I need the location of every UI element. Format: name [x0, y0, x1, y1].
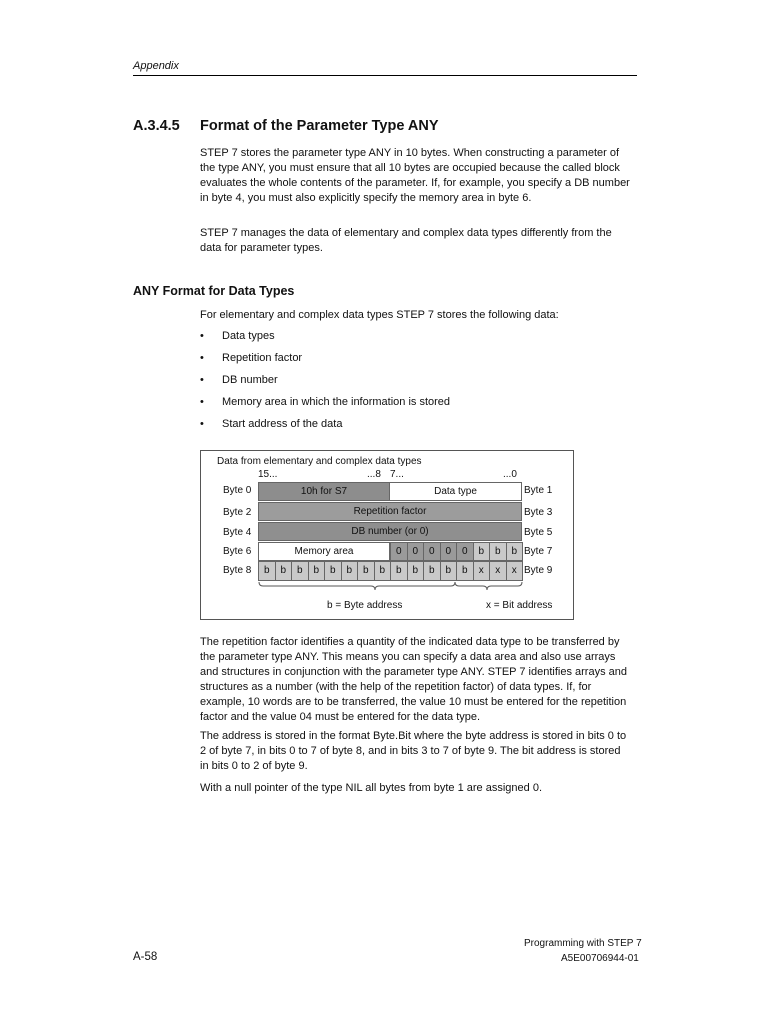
bit-cell: b: [456, 561, 474, 581]
bullet-text: Repetition factor: [222, 352, 303, 364]
bullet-text: DB number: [222, 374, 278, 386]
field-memory-area: Memory area: [258, 542, 390, 561]
bit-cell: 0: [423, 542, 441, 561]
byte-label: Byte 6: [223, 546, 252, 557]
subheading: ANY Format for Data Types: [133, 284, 295, 298]
bullet-dot: •: [200, 396, 204, 408]
bit-cell: b: [423, 561, 441, 581]
bit-cell: b: [489, 542, 507, 561]
byte-label: Byte 3: [524, 507, 553, 518]
footer-doc-id: A5E00706944-01: [561, 953, 639, 964]
bit-cell: b: [275, 561, 293, 581]
byte-label: Byte 2: [223, 507, 252, 518]
bit-label: 7...: [390, 469, 404, 480]
bit-cell: b: [440, 561, 458, 581]
bullet-item: [200, 396, 450, 408]
bullet-dot: •: [200, 330, 204, 342]
footer-manual-title: Programming with STEP 7: [524, 938, 642, 949]
bit-cell: x: [473, 561, 491, 581]
section-number: A.3.4.5: [133, 118, 180, 134]
bullet-item: [200, 352, 302, 364]
bullet-text: Memory area in which the information is stored: [222, 396, 451, 408]
bit-cell: 0: [407, 542, 425, 561]
byte-label: Byte 8: [223, 565, 252, 576]
byte-label: Byte 1: [524, 485, 553, 496]
bit-cell: b: [506, 542, 524, 561]
running-header: Appendix: [133, 60, 179, 72]
paragraph: The repetition factor identifies a quantity of the indicated data type to be transferred by the parameter type ANY. This means you can specify a data area and also use arrays and structures in conjunction with the parameter type ANY. STEP 7 identifies arrays and structures as a number (with the help of the repetition factor) of data types. If, for example, 10 words are to be transferred, the value 10 must be entered for the repetition factor and the value 04 must be entered for the data type.: [200, 636, 627, 723]
bit-cell: b: [258, 561, 276, 581]
page-number: A-58: [133, 951, 158, 963]
section-title: Format of the Parameter Type ANY: [200, 118, 439, 134]
bit-cell: b: [308, 561, 326, 581]
bit-cell: 0: [390, 542, 408, 561]
bit-cell: b: [357, 561, 375, 581]
bit-cell: b: [390, 561, 408, 581]
bullet-item: [200, 374, 278, 386]
paragraph: STEP 7 stores the parameter type ANY in 10 bytes. When constructing a parameter of the type ANY, you must ensure that all 10 bytes are occupied because the called block evaluates the whole contents of the parameter. If, for example, you specify a DB number in byte 4, you must also explicitly specify the memory area in byte 6.: [200, 147, 630, 204]
paragraph: The address is stored in the format Byte.Bit where the byte address is stored in bits 0 to 2 of byte 7, in bits 0 to 7 of byte 8, and in bits 3 to 7 of byte 9. The bit address is stored in bits 0 to 2 of byte 9.: [200, 730, 627, 772]
bullet-dot: •: [200, 374, 204, 386]
field-10h-for-s7: 10h for S7: [258, 482, 390, 501]
bit-label: ...8: [367, 469, 381, 480]
bit-cell: x: [506, 561, 524, 581]
byte-label: Byte 4: [223, 527, 252, 538]
field-data-type: Data type: [389, 482, 522, 501]
byte-label: Byte 9: [524, 565, 553, 576]
bullet-item: [200, 330, 275, 342]
byte-label: Byte 5: [524, 527, 553, 538]
bullet-text: Data types: [222, 330, 275, 342]
paragraph: With a null pointer of the type NIL all bytes from byte 1 are assigned 0.: [200, 782, 542, 794]
bit-cell: b: [291, 561, 309, 581]
bit-label: ...0: [503, 469, 517, 480]
bit-cell: b: [324, 561, 342, 581]
paragraph: STEP 7 manages the data of elementary and complex data types differently from the data for parameter types.: [200, 227, 612, 254]
any-format-diagram: [200, 450, 574, 620]
legend-bit-address: x = Bit address: [486, 600, 553, 611]
intro-text: For elementary and complex data types STEP 7 stores the following data:: [200, 309, 559, 321]
brace-marks: [201, 451, 573, 619]
bit-cell: b: [374, 561, 392, 581]
byte-label: Byte 0: [223, 485, 252, 496]
legend-byte-address: b = Byte address: [327, 600, 403, 611]
bit-cell: b: [473, 542, 491, 561]
bit-cell: 0: [456, 542, 474, 561]
byte-label: Byte 7: [524, 546, 553, 557]
bit-cell: b: [407, 561, 425, 581]
bullet-item: [200, 418, 342, 430]
bullet-dot: •: [200, 418, 204, 430]
bullet-text: Start address of the data: [222, 418, 343, 430]
bit-cell: b: [341, 561, 359, 581]
diagram-title: Data from elementary and complex data types: [217, 456, 422, 467]
bit-cell: 0: [440, 542, 458, 561]
bullet-dot: •: [200, 352, 204, 364]
bit-cell: x: [489, 561, 507, 581]
field-repetition-factor: Repetition factor: [258, 502, 522, 521]
bit-label: 15...: [258, 469, 278, 480]
field-db-number: DB number (or 0): [258, 522, 522, 541]
header-rule: [133, 75, 637, 76]
